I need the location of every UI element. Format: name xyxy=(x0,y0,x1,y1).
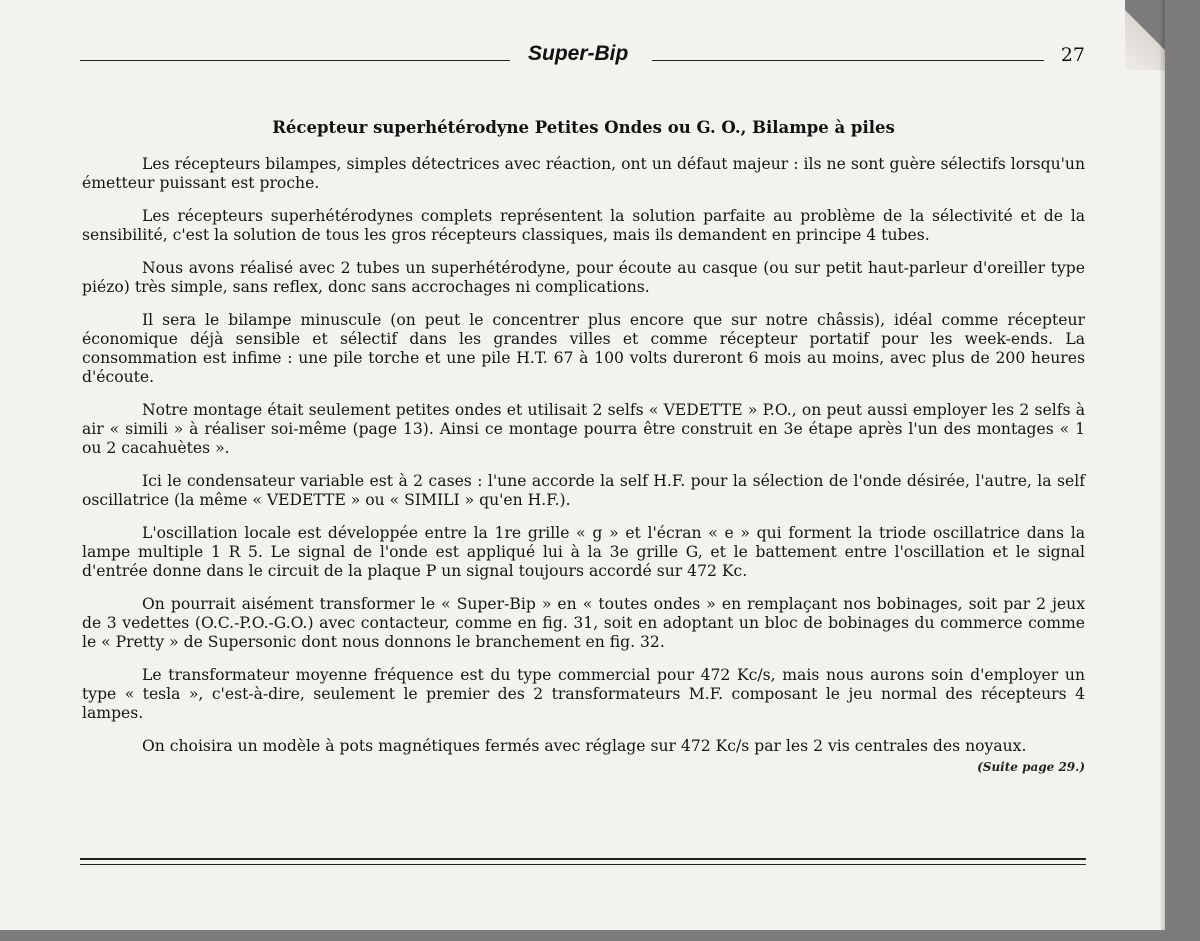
article-body xyxy=(82,118,1085,774)
footer-rule-thin xyxy=(80,864,1086,865)
paragraph-2: Les récepteurs superhétérodynes complets représentent la solution parfaite au problème de la sélectivité et de la sensibilité, c'est la solution de tous les gros récepteurs classiques, mais ils demandent en principe 4 tubes. xyxy=(82,207,1085,244)
paragraph-7: L'oscillation locale est développée entre la 1re grille « g » et l'écran « e » qui forment la triode oscillatrice dans la lampe multiple 1 R 5. Le signal de l'onde est appliqué lui à la 3e grille G, et le battement entre l'oscillation et le signal d'entrée donne dans le circuit de la plaque P un signal toujours accordé sur 472 Kc. xyxy=(82,524,1085,580)
paragraph-5: Notre montage était seulement petites ondes et utilisait 2 selfs « VEDETTE » P.O., on peut aussi employer les 2 selfs à air « simili » à réaliser soi-même (page 13). Ainsi ce montage pourra être construit en 3e étape après l'un des montages « 1 ou 2 cacahuètes ». xyxy=(82,401,1085,457)
footer-rule-thick xyxy=(80,858,1086,860)
paragraph-4: Il sera le bilampe minuscule (on peut le concentrer plus encore que sur notre châssis), idéal comme récepteur économique déjà sensible et sélectif dans les grandes villes et comme récepteur portatif pour les week-ends. La consommation est infime : une pile torche et une pile H.T. 67 à 100 volts dureront 6 mois au moins, avec plus de 200 heures d'écoute. xyxy=(82,311,1085,386)
continued-note: (Suite page 29.) xyxy=(977,760,1085,774)
header-rule-left xyxy=(80,60,510,61)
running-title: Super-Bip xyxy=(528,42,629,65)
header-rule-right xyxy=(652,60,1044,61)
page-header xyxy=(80,42,1085,76)
paragraph-6: Ici le condensateur variable est à 2 cases : l'une accorde la self H.F. pour la sélection de l'onde désirée, l'autre, la self oscillatrice (la même « VEDETTE » ou « SIMILI » qu'en H.F.). xyxy=(82,472,1085,509)
paragraph-8: On pourrait aisément transformer le « Super-Bip » en « toutes ondes » en remplaçant nos bobinages, soit par 2 jeux de 3 vedettes (O.C.-P.O.-G.O.) avec contacteur, comme en fig. 31, soit en adoptant un bloc de bobinages du commerce comme le « Pretty » de Supersonic dont nous donnons le branchement en fig. 32. xyxy=(82,595,1085,651)
paragraph-1: Les récepteurs bilampes, simples détectrices avec réaction, ont un défaut majeur : ils ne sont guère sélectifs lorsqu'un émetteur puissant est proche. xyxy=(82,155,1085,192)
page-edge-shadow xyxy=(1159,0,1165,930)
page-number: 27 xyxy=(1060,44,1085,66)
paragraph-10: On choisira un modèle à pots magnétiques fermés avec réglage sur 472 Kc/s par les 2 vis centrales des noyaux. xyxy=(142,737,1027,755)
paragraph-9: Le transformateur moyenne fréquence est du type commercial pour 472 Kc/s, mais nous aurons soin d'employer un type « tesla », c'est-à-dire, seulement le premier des 2 transformateurs M.F. composant le jeu normal des récepteurs 4 lampes. xyxy=(82,666,1085,722)
article-heading: Récepteur superhétérodyne Petites Ondes ou G. O., Bilampe à piles xyxy=(272,118,895,137)
paragraph-3: Nous avons réalisé avec 2 tubes un superhétérodyne, pour écoute au casque (ou sur petit haut-parleur d'oreiller type piézo) très simple, sans reflex, donc sans accrochages ni complications. xyxy=(82,259,1085,296)
